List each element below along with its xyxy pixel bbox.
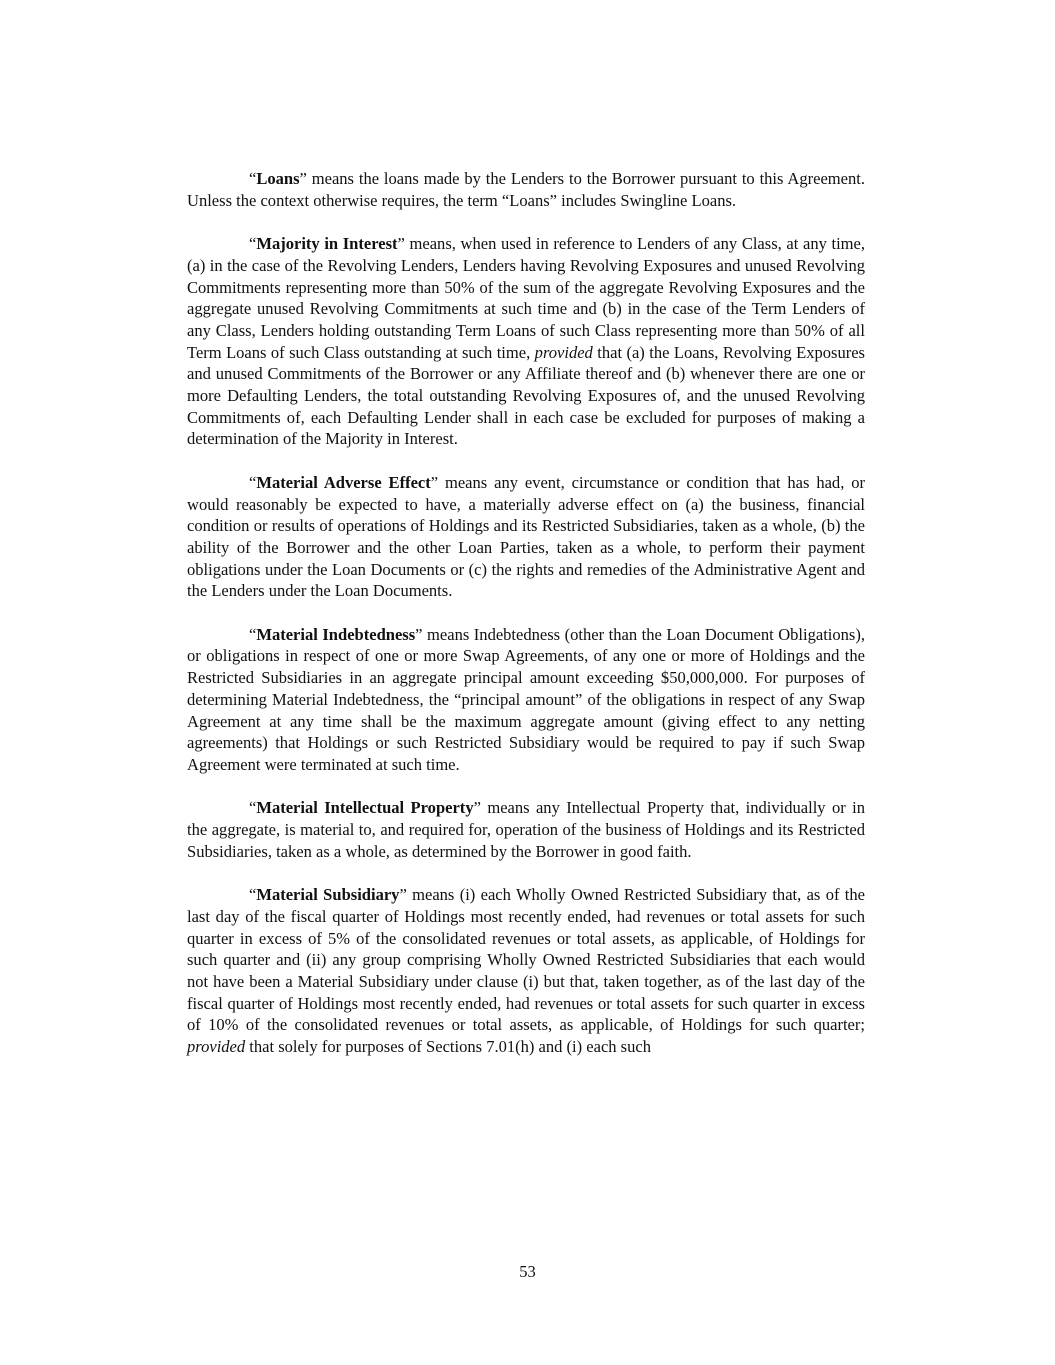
emphasis-provided: provided	[187, 1037, 246, 1057]
definition-text-continued: that solely for purposes of Sections 7.01(h) and (i) each such	[245, 1037, 651, 1057]
definition-material-subsidiary	[187, 884, 865, 1058]
defined-term: Material Intellectual Property	[256, 798, 474, 818]
definition-text-continued: that (a) the Loans, Revolving Exposures and unused Commitments of the Borrower or any Affiliate thereof and (b) whenever there are one or more Defaulting Lenders, the total outstanding Revolving Exposures of, and the unused Revolving Commitments of, each Defaulting Lender shall in each case be excluded for purposes of making a determination of the Majority in Interest.	[187, 342, 865, 449]
open-quote: “	[249, 169, 257, 188]
definition-material-intellectual-property	[187, 797, 865, 862]
definition-text: ” means (i) each Wholly Owned Restricted Subsidiary that, as of the last day of the fiscal quarter of Holdings most recently ended, had revenues or total assets for such quarter in excess of 5% of the consolidated revenues or total assets, as applicable, of Holdings for such quarter and (ii) any group comprising Wholly Owned Restricted Subsidiaries that each would not have been a Material Subsidiary under clause (i) but that, taken together, as of the last day of the fiscal quarter of Holdings most recently ended, had revenues or total assets for such quarter in excess of 10% of the consolidated revenues or total assets, as applicable, of Holdings for such quarter;	[187, 885, 865, 1035]
definition-material-adverse-effect	[187, 472, 865, 602]
open-quote: “	[249, 234, 257, 254]
defined-term: Loans	[256, 169, 300, 188]
definition-text: ” means any event, circumstance or condition that has had, or would reasonably be expected to have, a materially adverse effect on (a) the business, financial condition or results of operations of Holdings and its Restricted Subsidiaries, taken as a whole, (b) the ability of the Borrower and the other Loan Parties, taken as a whole, to perform their payment obligations under the Loan Documents or (c) the rights and remedies of the Administrative Agent and the Lenders under the Loan Documents.	[187, 472, 865, 601]
emphasis-provided: provided	[534, 342, 593, 362]
definition-material-indebtedness	[187, 624, 865, 776]
open-quote: “	[249, 798, 257, 818]
open-quote: “	[249, 472, 257, 492]
defined-term: Majority in Interest	[256, 234, 398, 254]
definition-text: ” means any Intellectual Property that, individually or in the aggregate, is material to, and required for, operation of the business of Holdings and its Restricted Subsidiaries, taken as a whole, as determined by the Borrower in good faith.	[187, 798, 865, 861]
document-body	[187, 168, 865, 1079]
definition-majority-in-interest	[187, 233, 865, 450]
definition-text: ” means the loans made by the Lenders to the Borrower pursuant to this Agreement. Unless the context otherwise requires, the term “Loans” includes Swingline Loans.	[187, 169, 865, 210]
defined-term: Material Indebtedness	[256, 624, 416, 644]
page-number: 53	[519, 1262, 536, 1281]
definition-loans	[187, 168, 865, 211]
open-quote: “	[249, 624, 257, 644]
definition-text: ” means, when used in reference to Lenders of any Class, at any time, (a) in the case of the Revolving Lenders, Lenders having Revolving Exposures and unused Revolving Commitments representing more than 50% of the sum of the aggregate Revolving Exposures and the aggregate unused Revolving Commitments at such time and (b) in the case of the Term Lenders of any Class, Lenders holding outstanding Term Loans of such Class representing more than 50% of all Term Loans of such Class outstanding at such time,	[187, 234, 866, 362]
defined-term: Material Adverse Effect	[256, 472, 431, 492]
defined-term: Material Subsidiary	[256, 885, 400, 905]
open-quote: “	[249, 885, 257, 905]
definition-text: ” means Indebtedness (other than the Loan Document Obligations), or obligations in respect of one or more Swap Agreements, of any one or more of Holdings and the Restricted Subsidiaries in an aggregate principal amount exceeding $50,000,000. For purposes of determining Material Indebtedness, the “principal amount” of the obligations in respect of any Swap Agreement at any time shall be the maximum aggregate amount (giving effect to any netting agreements) that Holdings or such Restricted Subsidiary would be required to pay if such Swap Agreement were terminated at such time.	[187, 624, 865, 774]
